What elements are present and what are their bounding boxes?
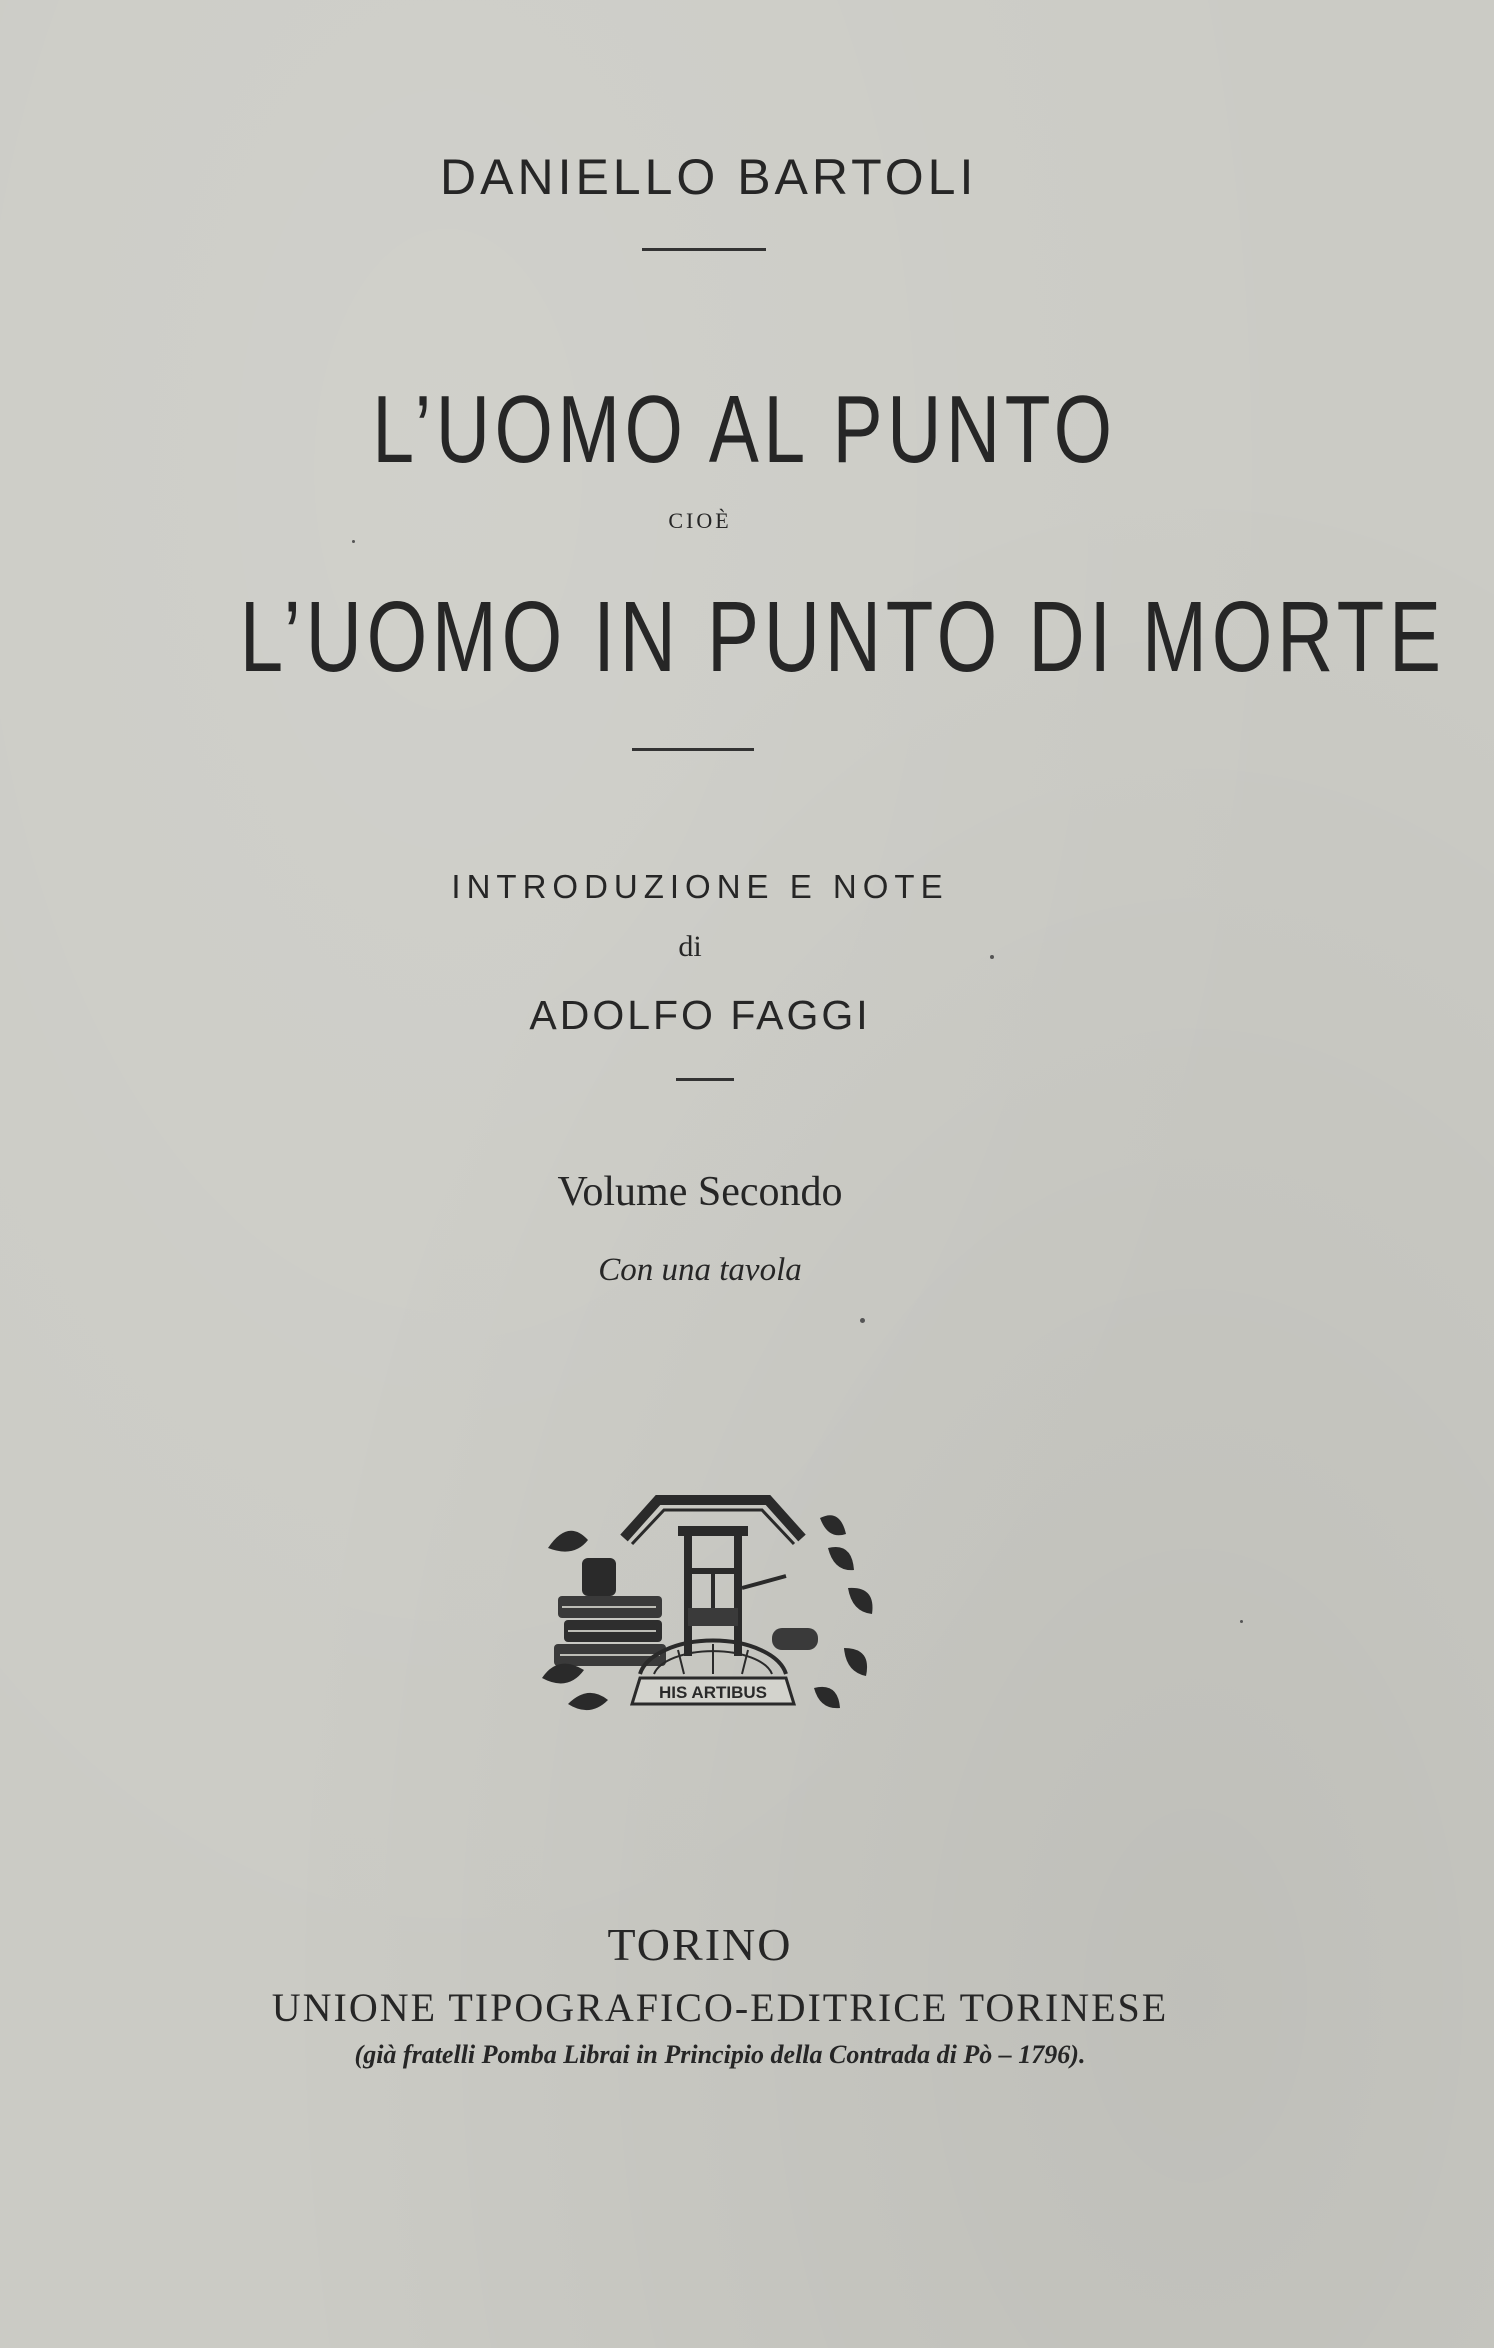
plate-note: Con una tavola bbox=[598, 1252, 802, 1288]
title-connector: CIOÈ bbox=[668, 508, 732, 533]
by-label: di bbox=[678, 930, 702, 963]
publisher-history: (già fratelli Pomba Librai in Principio della Contrada di Pò – 1796). bbox=[354, 2040, 1086, 2069]
paper-speck bbox=[990, 955, 994, 959]
printers-mark-emblem bbox=[528, 1478, 900, 1730]
divider-rule bbox=[676, 1078, 734, 1081]
divider-rule bbox=[632, 748, 754, 751]
author-name: DANIELLO BARTOLI bbox=[440, 149, 978, 205]
divider-rule bbox=[642, 248, 766, 251]
introduction-note: INTRODUZIONE E NOTE bbox=[451, 868, 949, 905]
subtitle: L’UOMO IN PUNTO DI MORTE bbox=[239, 581, 1446, 693]
publication-city: TORINO bbox=[607, 1919, 793, 1970]
paper-speck bbox=[352, 540, 355, 543]
paper-speck bbox=[860, 1318, 865, 1323]
volume-label: Volume Secondo bbox=[557, 1169, 843, 1215]
emblem-motto: HIS ARTIBUS bbox=[659, 1683, 767, 1702]
main-title: L’UOMO AL PUNTO bbox=[372, 376, 1117, 483]
publisher-name: UNIONE TIPOGRAFICO-EDITRICE TORINESE bbox=[271, 1985, 1169, 2030]
editor-name: ADOLFO FAGGI bbox=[529, 992, 871, 1038]
paper-speck bbox=[1240, 1620, 1243, 1623]
